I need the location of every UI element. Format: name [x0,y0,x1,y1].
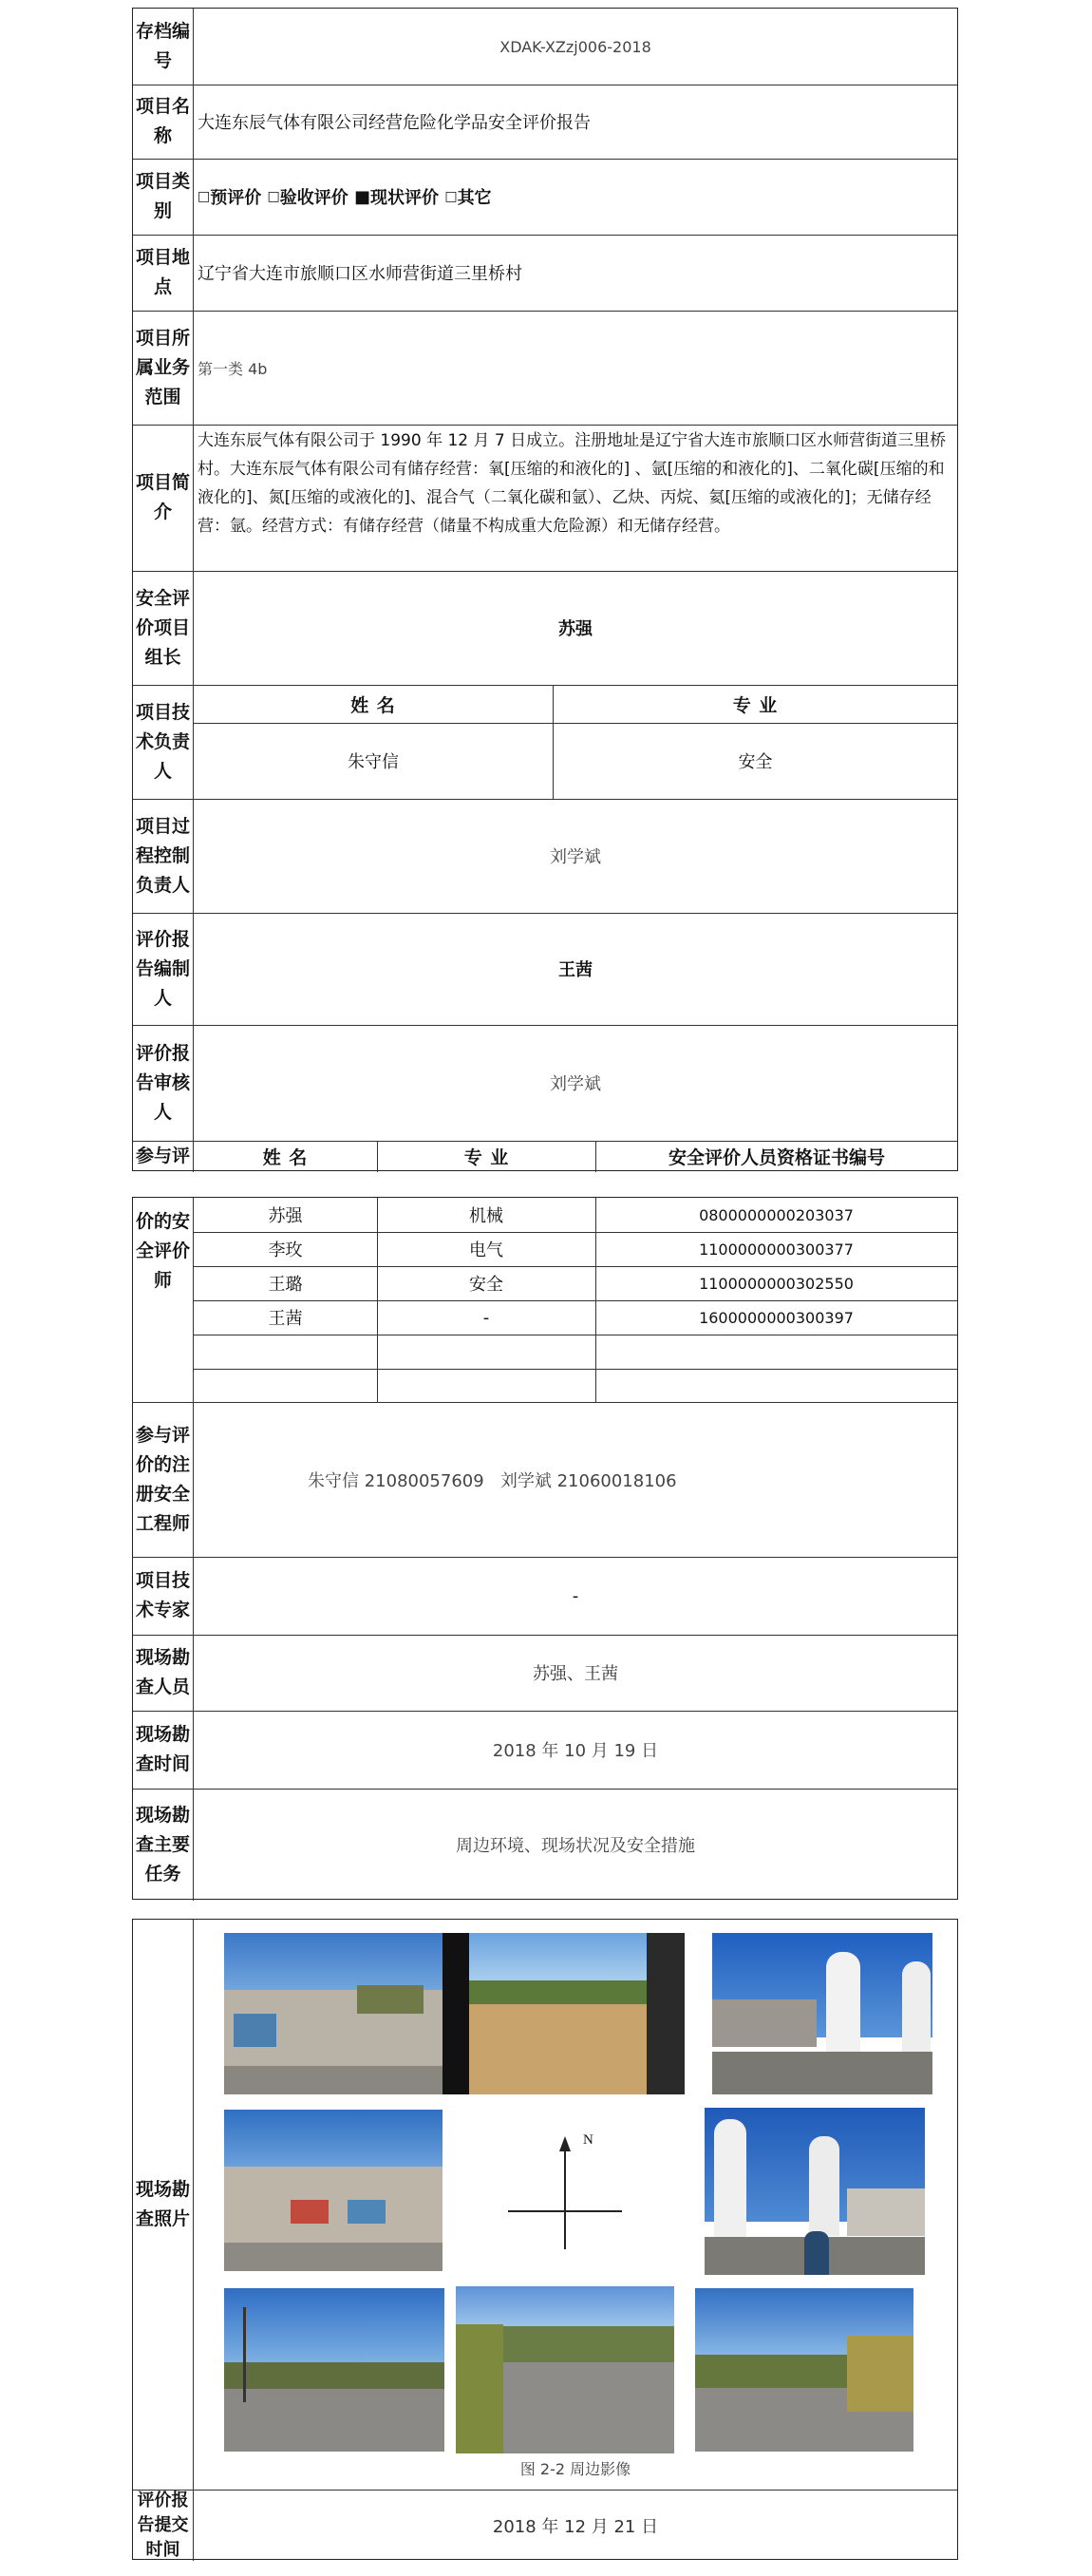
main-info-table [132,8,958,1171]
registered-engineers-label: 参与评价的注册安全工程师 [133,1402,194,1557]
photo-caption: 图 2-2 周边影像 [519,2459,631,2478]
assessor-cert: 1600000000300397 [699,1308,854,1327]
assessors-col-major: 专 业 [377,1141,595,1172]
assessors-label-top: 参与评 [133,1141,194,1172]
report-reviewer-value: 刘学斌 [550,1074,601,1094]
site-tasks-value: 周边环境、现场状况及安全措施 [456,1836,695,1856]
option-pre-eval-label: 预评价 [210,188,262,208]
option-acceptance-label: 验收评价 [279,188,348,208]
tech-experts-value: - [572,1585,579,1606]
archive-no-value: XDAK-XZzj006-2018 [499,37,651,56]
north-label: N [583,2132,593,2148]
assessors-table [132,1197,958,1900]
assessor-name: 王茜 [268,1309,303,1329]
report-reviewer-label: 评价报告审核人 [133,1025,194,1141]
assessor-name: 王璐 [268,1275,303,1295]
site-photo-road-3 [695,2288,913,2452]
assessor-major: 安全 [469,1275,503,1295]
submit-time-label: 评价报告提交时间 [133,2490,194,2561]
option-other-checkbox[interactable]: □ [444,189,458,204]
assessor-cert: 1100000000300377 [699,1240,854,1259]
site-photo-wall [224,2110,442,2271]
assessors-col-name: 姓 名 [262,1147,309,1168]
site-photo-road-2 [456,2286,674,2453]
site-staff-label: 现场勘查人员 [133,1635,194,1711]
registered-engineers-value: 朱守信 21080057609 刘学斌 21060018106 [308,1470,677,1491]
project-location-value: 辽宁省大连市旅顺口区水师营街道三里桥村 [198,264,522,284]
assessor-name: 苏强 [268,1206,303,1226]
option-acceptance-checkbox[interactable]: □ [267,189,280,204]
project-name-label: 项目名称 [133,85,194,159]
tech-experts-label: 项目技术专家 [133,1557,194,1635]
option-other-label: 其它 [457,188,492,208]
tech-lead-col-name: 姓 名 [350,694,396,716]
team-leader-label: 安全评价项目组长 [133,571,194,685]
option-current-label: 现状评价 [370,188,440,208]
tech-lead-name: 朱守信 [348,752,399,772]
project-type-label: 项目类别 [133,159,194,235]
tech-lead-col-major: 专 业 [553,685,957,723]
project-intro-label: 项目简介 [133,425,194,571]
option-current-checkbox[interactable]: ■ [354,186,371,207]
site-photo-tanks-2 [705,2108,925,2275]
report-author-value: 王茜 [558,960,593,980]
assessors-label: 价的安全评价师 [133,1198,194,1402]
site-photo-field [442,1933,685,2094]
process-lead-value: 刘学斌 [550,847,601,867]
north-arrow-diagram [484,2131,646,2263]
process-lead-label: 项目过程控制负责人 [133,799,194,913]
tech-lead-major: 安全 [553,723,957,799]
assessor-major: 电气 [469,1241,503,1260]
assessor-cert: 0800000000203037 [699,1205,854,1224]
site-photo-tanks-1 [712,1933,932,2094]
tech-lead-label: 项目技术负责人 [133,685,194,799]
north-arrow-icon [484,2131,646,2263]
project-location-label: 项目地点 [133,235,194,311]
team-leader-value: 苏强 [558,619,593,639]
site-photos-label: 现场勘查照片 [133,1920,194,2490]
submit-time-value: 2018 年 12 月 21 日 [492,2516,659,2537]
site-tasks-label: 现场勘查主要任务 [133,1789,194,1901]
site-photos-table [132,1919,958,2560]
site-time-value: 2018 年 10 月 19 日 [492,1741,659,1761]
project-type-options [194,159,957,235]
archive-no-label: 存档编号 [133,9,194,85]
assessor-name: 李玫 [268,1241,303,1260]
project-name-value: 大连东辰气体有限公司经营危险化学品安全评价报告 [198,113,591,133]
assessor-cert: 1100000000302550 [699,1274,854,1293]
assessor-major: 机械 [469,1206,503,1226]
site-photo-road-1 [224,2288,444,2452]
industry-scope-label: 项目所属业务范围 [133,311,194,425]
option-pre-eval-checkbox[interactable]: □ [198,189,211,204]
assessors-col-cert: 安全评价人员资格证书编号 [595,1141,957,1172]
assessor-major: - [482,1307,490,1328]
site-time-label: 现场勘查时间 [133,1711,194,1789]
industry-scope-value: 第一类 4b [198,359,268,378]
site-staff-value: 苏强、王茜 [533,1664,618,1684]
report-author-label: 评价报告编制人 [133,913,194,1025]
site-photo-building [224,1933,442,2094]
project-intro-value: 大连东辰气体有限公司于 1990 年 12 月 7 日成立。注册地址是辽宁省大连市旅顺口区水师营街道三里桥村。大连东辰气体有限公司有储存经营：氧[压缩的和液化的] 、氩[压缩的和液化的]、二氧化碳[压缩的和液化的]、氮[压缩的或液化的]、混合气（二氧化碳和氩）、乙炔、丙烷、氦[压缩的或液化的]；无储存经营：氩。经营方式：有储存经营（储量不构成重大危险源）和无储存经营。 [198,431,947,536]
